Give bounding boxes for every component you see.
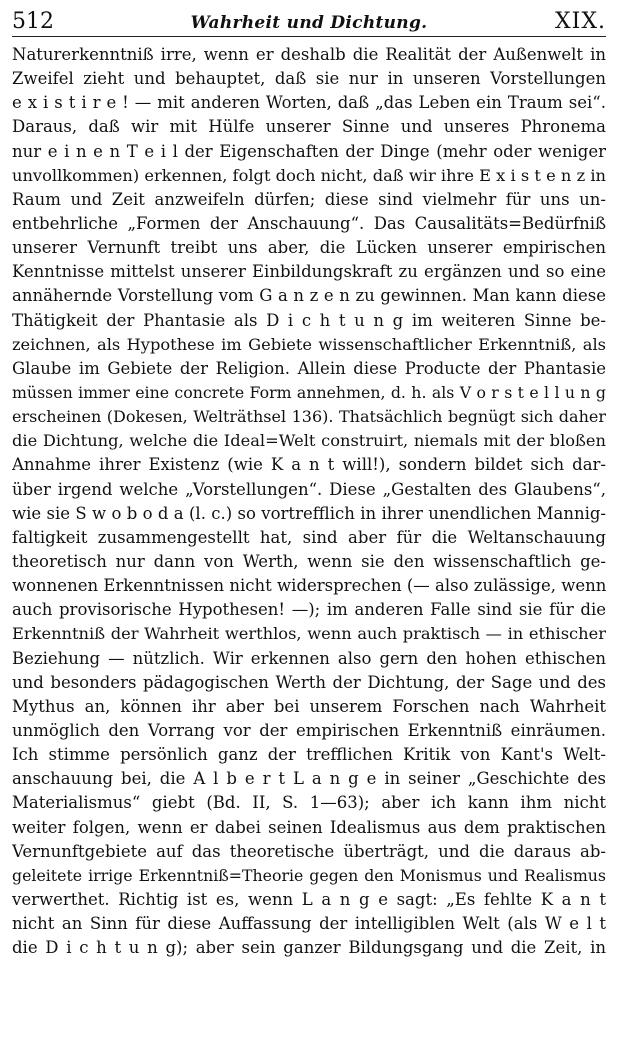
text-line: auch provisorische Hypothesen! —); im anderen Falle sind sie für die — [12, 600, 606, 620]
text-line: unvollkommen) erkennen, folgt doch nicht, daß wir ihre E x i s t e n z in — [12, 165, 606, 185]
text-line: wie sie S w o b o d a (l. c.) so vortrefflich in ihrer unendlichen Mannig- — [12, 503, 606, 523]
text-line: Beziehung — nützlich. Wir erkennen also gern den hohen ethischen — [12, 648, 606, 668]
text-line: die D i c h t u n g); aber sein ganzer Bildungsgang und die Zeit, in — [12, 938, 606, 958]
body-text — [12, 43, 606, 960]
text-line: Thätigkeit der Phantasie als D i c h t u n g im weiteren Sinne be- — [12, 310, 606, 330]
text-line: entbehrliche „Formen der Anschauung“. Das Causalitäts=Bedürfniß — [12, 213, 606, 233]
book-page — [12, 10, 606, 1030]
text-line: Zweifel zieht und behauptet, daß sie nur in unseren Vorstellungen — [12, 69, 606, 89]
page-header — [12, 10, 606, 37]
text-line: geleitete irrige Erkenntniß=Theorie gegen den Monismus und Realismus — [12, 865, 606, 885]
text-line: verwerthet. Richtig ist es, wenn L a n g e sagt: „Es fehlte K a n t — [12, 889, 606, 909]
text-line: Glaube im Gebiete der Religion. Allein diese Producte der Phantasie — [12, 358, 606, 378]
text-line: Vernunftgebiete auf das theoretische überträgt, und die daraus ab- — [12, 841, 606, 861]
text-line: müssen immer eine concrete Form annehmen, d. h. als V o r s t e l l u n g — [12, 382, 606, 402]
text-line: Annahme ihrer Existenz (wie K a n t will!), sondern bildet sich dar- — [12, 455, 606, 475]
text-line: wonnenen Erkenntnissen nicht widersprechen (— also zulässige, wenn — [12, 576, 606, 596]
text-line: annähernde Vorstellung vom G a n z e n zu gewinnen. Man kann diese — [12, 286, 606, 306]
text-line: Erkenntniß der Wahrheit werthlos, wenn auch praktisch — in ethischer — [12, 624, 606, 644]
text-line: Kenntnisse mittelst unserer Einbildungskraft zu ergänzen und so eine — [12, 262, 606, 282]
text-line: über irgend welche „Vorstellungen“. Diese „Gestalten des Glaubens“, — [12, 479, 606, 499]
running-title: Wahrheit und Dichtung. — [190, 13, 428, 33]
text-line: weiter folgen, wenn er dabei seinen Idealismus aus dem praktischen — [12, 817, 606, 837]
text-line: nur e i n e n T e i l der Eigenschaften der Dinge (mehr oder weniger — [12, 141, 606, 161]
text-line: Naturerkenntniß irre, wenn er deshalb die Realität der Außenwelt in — [12, 45, 606, 64]
text-line: Materialismus“ giebt (Bd. II, S. 1—63); aber ich kann ihm nicht — [12, 793, 606, 813]
text-line: die Dichtung, welche die Ideal=Welt construirt, niemals mit der bloßen — [12, 431, 606, 451]
text-line: Raum und Zeit anzweifeln dürfen; diese sind vielmehr für uns un- — [12, 189, 606, 209]
chapter-number: XIX. — [554, 9, 606, 34]
text-line: e x i s t i r e ! — mit anderen Worten, daß „das Leben ein Traum sei“. — [12, 93, 606, 113]
text-line: theoretisch nur dann von Werth, wenn sie den wissenschaftlich ge- — [12, 551, 606, 571]
text-line: Mythus an, können ihr aber bei unserem Forschen nach Wahrheit — [12, 696, 606, 716]
page-number: 512 — [12, 9, 54, 34]
text-line: und besonders pädagogischen Werth der Dichtung, der Sage und des — [12, 672, 606, 692]
text-line: erscheinen (Dokesen, Welträthsel 136). Thatsächlich begnügt sich daher — [12, 407, 606, 427]
text-line: Ich stimme persönlich ganz der trefflichen Kritik von Kant's Welt- — [12, 745, 606, 765]
text-line: zeichnen, als Hypothese im Gebiete wissenschaftlicher Erkenntniß, als — [12, 334, 606, 354]
text-line: anschauung bei, die A l b e r t L a n g e in seiner „Geschichte des — [12, 769, 606, 789]
text-line: faltigkeit zusammengestellt hat, sind aber für die Weltanschauung — [12, 527, 606, 547]
text-line: unserer Vernunft treibt uns aber, die Lücken unserer empirischen — [12, 238, 606, 258]
text-line: Daraus, daß wir mit Hülfe unserer Sinne und unseres Phronema — [12, 117, 606, 137]
text-line: unmöglich den Vorrang vor der empirischen Erkenntniß einräumen. — [12, 720, 606, 740]
text-line: nicht an Sinn für diese Auffassung der intelligiblen Welt (als W e l t — [12, 914, 606, 934]
